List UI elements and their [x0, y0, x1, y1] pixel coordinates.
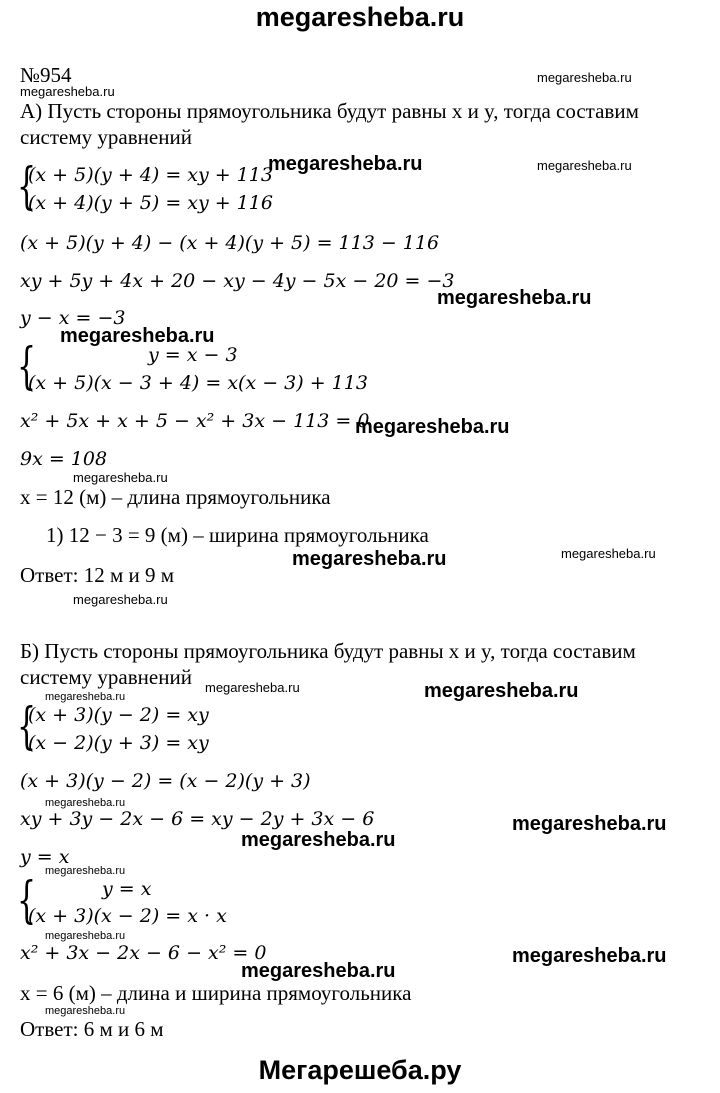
watermark: megaresheba.ru [537, 158, 632, 173]
part-b-system-1-line-2: (x − 2)(y + 3) = xy [28, 732, 209, 754]
part-a-system-1-line-1: (x + 5)(y + 4) = xy + 113 [28, 164, 273, 186]
part-a-system-1-line-2: (x + 4)(y + 5) = xy + 116 [28, 192, 273, 214]
watermark: megaresheba.ru [537, 70, 632, 85]
footer-brand[interactable]: Мегарешеба.ру [258, 1055, 462, 1085]
part-a-equation-3: y − x = −3 [20, 307, 126, 329]
watermark: megaresheba.ru [355, 416, 510, 438]
site-title[interactable]: megaresheba.ru [255, 2, 465, 32]
watermark: megaresheba.ru [512, 813, 667, 835]
problem-number: №954 [20, 63, 72, 87]
system-brace: { [17, 337, 37, 395]
system-brace: { [17, 697, 37, 755]
part-a-intro-line-2: систему уравнений [20, 125, 192, 149]
watermark: megaresheba.ru [205, 680, 300, 695]
part-b-equation-3: y = x [20, 846, 70, 868]
watermark: megaresheba.ru [45, 930, 126, 942]
part-b-intro-line-2: систему уравнений [20, 665, 192, 689]
part-a-system-2-line-1: y = x − 3 [148, 344, 238, 366]
part-b-system-2-line-1: y = x [102, 878, 152, 900]
part-a-answer: Ответ: 12 м и 9 м [20, 563, 175, 587]
part-b-equation-2: xy + 3y − 2x − 6 = xy − 2y + 3x − 6 [20, 808, 375, 830]
part-b-equation-1: (x + 3)(y − 2) = (x − 2)(y + 3) [20, 770, 311, 792]
watermark: megaresheba.ru [45, 691, 126, 703]
watermark: megaresheba.ru [268, 153, 423, 175]
watermark: megaresheba.ru [512, 945, 667, 967]
part-a-intro-line-1: А) Пусть стороны прямоугольника будут равны x и y, тогда составим [20, 99, 639, 123]
part-b-equation-4: x² + 3x − 2x − 6 − x² = 0 [20, 942, 267, 964]
part-a-equation-5: 9x = 108 [20, 448, 108, 470]
system-brace: { [17, 871, 37, 929]
part-a-equation-4: x² + 5x + x + 5 − x² + 3x − 113 = 0 [20, 410, 370, 432]
part-a-equation-1: (x + 5)(y + 4) − (x + 4)(y + 5) = 113 − 116 [20, 232, 440, 254]
part-a-system-2-line-2: (x + 5)(x − 3 + 4) = x(x − 3) + 113 [28, 372, 368, 394]
part-b-system-2-line-2: (x + 3)(x − 2) = x · x [28, 905, 227, 927]
watermark: megaresheba.ru [437, 287, 592, 309]
part-b-result: x = 6 (м) – длина и ширина прямоугольника [20, 981, 412, 1005]
system-brace: { [17, 157, 37, 215]
watermark: megaresheba.ru [424, 680, 579, 702]
part-a-equation-2: xy + 5y + 4x + 20 − xy − 4y − 5x − 20 = −3 [20, 270, 455, 292]
watermark: megaresheba.ru [60, 325, 215, 347]
part-a-result-length: x = 12 (м) – длина прямоугольника [20, 485, 331, 509]
watermark: megaresheba.ru [73, 592, 168, 607]
watermark: megaresheba.ru [45, 865, 126, 877]
watermark: megaresheba.ru [45, 1005, 126, 1017]
part-b-system-1-line-1: (x + 3)(y − 2) = xy [28, 704, 209, 726]
watermark: megaresheba.ru [292, 548, 447, 570]
watermark: megaresheba.ru [561, 546, 656, 561]
part-b-answer: Ответ: 6 м и 6 м [20, 1017, 164, 1041]
part-a-step-1-width: 1) 12 − 3 = 9 (м) – ширина прямоугольника [46, 523, 429, 547]
watermark: megaresheba.ru [241, 829, 396, 851]
part-b-intro-line-1: Б) Пусть стороны прямоугольника будут равны x и y, тогда составим [20, 639, 636, 663]
watermark: megaresheba.ru [20, 84, 115, 99]
watermark: megaresheba.ru [45, 797, 126, 809]
watermark: megaresheba.ru [241, 960, 396, 982]
watermark: megaresheba.ru [73, 470, 168, 485]
